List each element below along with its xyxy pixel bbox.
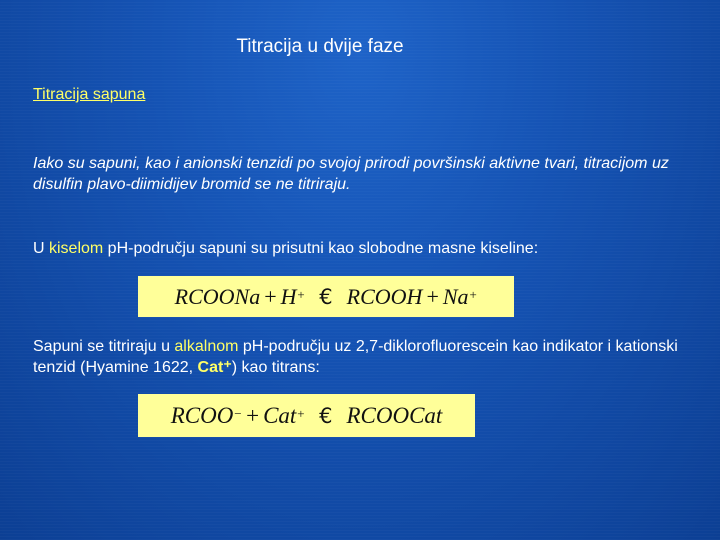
eq2-reactant-1: RCOO <box>170 402 234 428</box>
alkaline-paragraph-end: ) kao titrans: <box>231 359 320 376</box>
alkaline-keyword: alkalnom <box>174 338 239 355</box>
acid-paragraph-end: pH-području sapuni su prisutni kao slobodne masne kiseline: <box>103 240 539 257</box>
slide-title: Titracija u dvije faze <box>236 36 404 57</box>
eq1-plus-1: + <box>264 283 277 309</box>
eq1-product-2: Na <box>442 283 469 309</box>
eq1-equilibrium-symbol: € <box>319 284 333 309</box>
titrant-symbol: Cat⁺ <box>197 359 232 376</box>
eq2-plus-1: + <box>246 402 260 428</box>
intro-paragraph: Iako su sapuni, kao i anionski tenzidi po svojoj prirodi površinski aktivne tvari, titracijom uz disulfin plavo-diimidijev bromid se ne titriraju. <box>33 155 669 193</box>
equation-acid <box>138 276 514 317</box>
eq1-product-1: RCOOH <box>346 283 423 309</box>
eq2-reactant-1-charge: − <box>233 405 243 421</box>
eq1-plus-2: + <box>426 283 439 309</box>
alkaline-paragraph <box>33 336 713 378</box>
eq1-reactant-2-charge: + <box>296 286 306 302</box>
section-heading: Titracija sapuna <box>33 86 146 103</box>
eq1-product-2-charge: + <box>468 286 478 302</box>
eq1-reactant-1: RCOONa <box>174 283 261 309</box>
acid-keyword: kiselom <box>49 240 104 257</box>
eq2-equilibrium-symbol: € <box>319 403 333 428</box>
eq2-product-1: RCOOCat <box>346 402 443 428</box>
acid-paragraph <box>33 238 693 259</box>
eq2-reactant-2: Cat <box>263 402 297 428</box>
equation-titration <box>138 394 475 437</box>
alkaline-paragraph-start: Sapuni se titriraju u <box>33 338 175 355</box>
eq1-reactant-2: H <box>280 283 297 309</box>
acid-paragraph-start: U <box>33 240 49 257</box>
alkaline-paragraph-middle: pH-području uz 2,7-diklorofluorescein kao indikator i kationski tenzid (Hyamine 1622, <box>33 338 678 376</box>
eq2-reactant-2-charge: + <box>296 405 306 421</box>
